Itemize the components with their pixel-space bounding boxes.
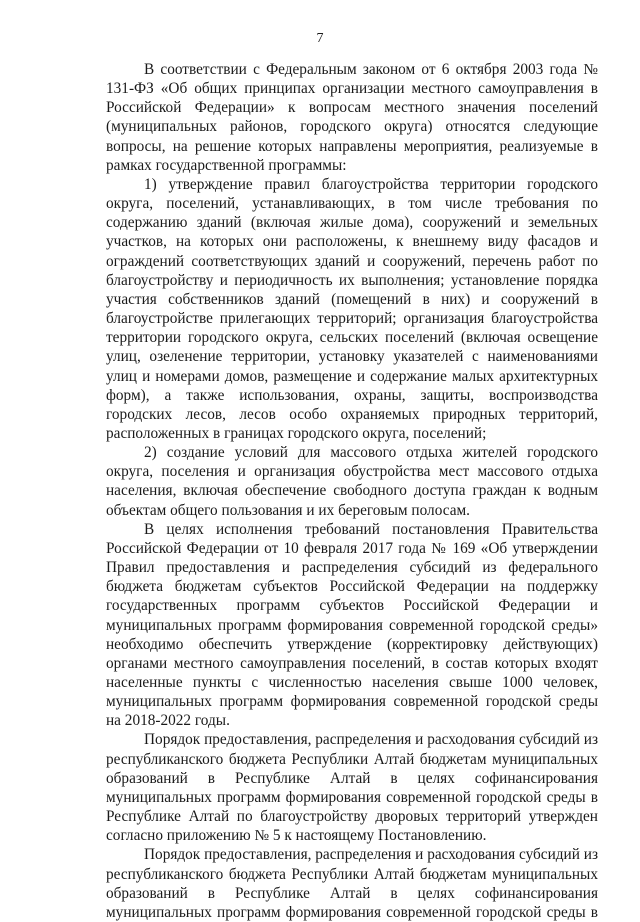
- paragraph-subsidy-procedure: Порядок предоставления, распределения и расходования субсидий из республиканского бюджета Республики Алтай бюджетам муниципальных образований в Республике Алтай в целях софинансирования муниципальных программ формирования современной городской среды в Республике Алтай по благоустройству дворовых территорий утвержден согласно приложению № 5 к настоящему Постановлению.: [106, 731, 598, 845]
- paragraph-item-2: 2) создание условий для массового отдыха жителей городского округа, поселения и организация обустройства мест массового отдыха населения, включая обеспечение свободного доступа граждан к водным объектам общего пользования и их береговым полосам.: [106, 444, 598, 519]
- paragraph-subsidy-procedure-continued: Порядок предоставления, распределения и расходования субсидий из республиканского бюджета Республики Алтай бюджетам муниципальных образований в Республике Алтай в целях софинансирования муниципальных программ формирования современной городской среды в: [106, 846, 598, 921]
- page-number: 7: [316, 31, 324, 46]
- document-body: [106, 60, 598, 922]
- paragraph-item-1: 1) утверждение правил благоустройства территории городского округа, поселений, устанавливающих, в том числе требования по содержанию зданий (включая жилые дома), сооружений и земельных участков, на которых они расположены, к внешнему виду фасадов и ограждений соответствующих зданий и сооружений, перечень работ по благоустройству и периодичность их выполнения; установление порядка участия собственников зданий (помещений в них) и сооружений в благоустройстве прилегающих территорий; организация благоустройства территории городского округа, сельских поселений (включая освещение улиц, озеленение территории, установку указателей с наименованиями улиц и номерами домов, размещение и содержание малых архитектурных форм), а также использования, охраны, защиты, воспроизводства городских лесов, лесов особо охраняемых природных территорий, расположенных в границах городского округа, поселений;: [106, 175, 598, 442]
- paragraph-federal-law: В соответствии с Федеральным законом от 6 октября 2003 года № 131-ФЗ «Об общих принципах организации местного самоуправления в Российской Федерации» к вопросам местного значения поселений (муниципальных районов, городского округа) относятся следующие вопросы, на решение которых направлены мероприятия, реализуемые в рамках государственной программы:: [106, 61, 598, 174]
- paragraph-government-decree: В целях исполнения требований постановления Правительства Российской Федерации от 10 февраля 2017 года № 169 «Об утверждении Правил предоставления и распределения субсидий из федерального бюджета бюджетам субъектов Российской Федерации на поддержку государственных программ субъектов Российской Федерации и муниципальных программ формирования современной городской среды» необходимо обеспечить утверждение (корректировку действующих) органами местного самоуправления поселений, в состав которых входят населенные пункты с численностью населения свыше 1000 человек, муниципальных программ формирования современной городской среды на 2018-2022 годы.: [106, 520, 598, 730]
